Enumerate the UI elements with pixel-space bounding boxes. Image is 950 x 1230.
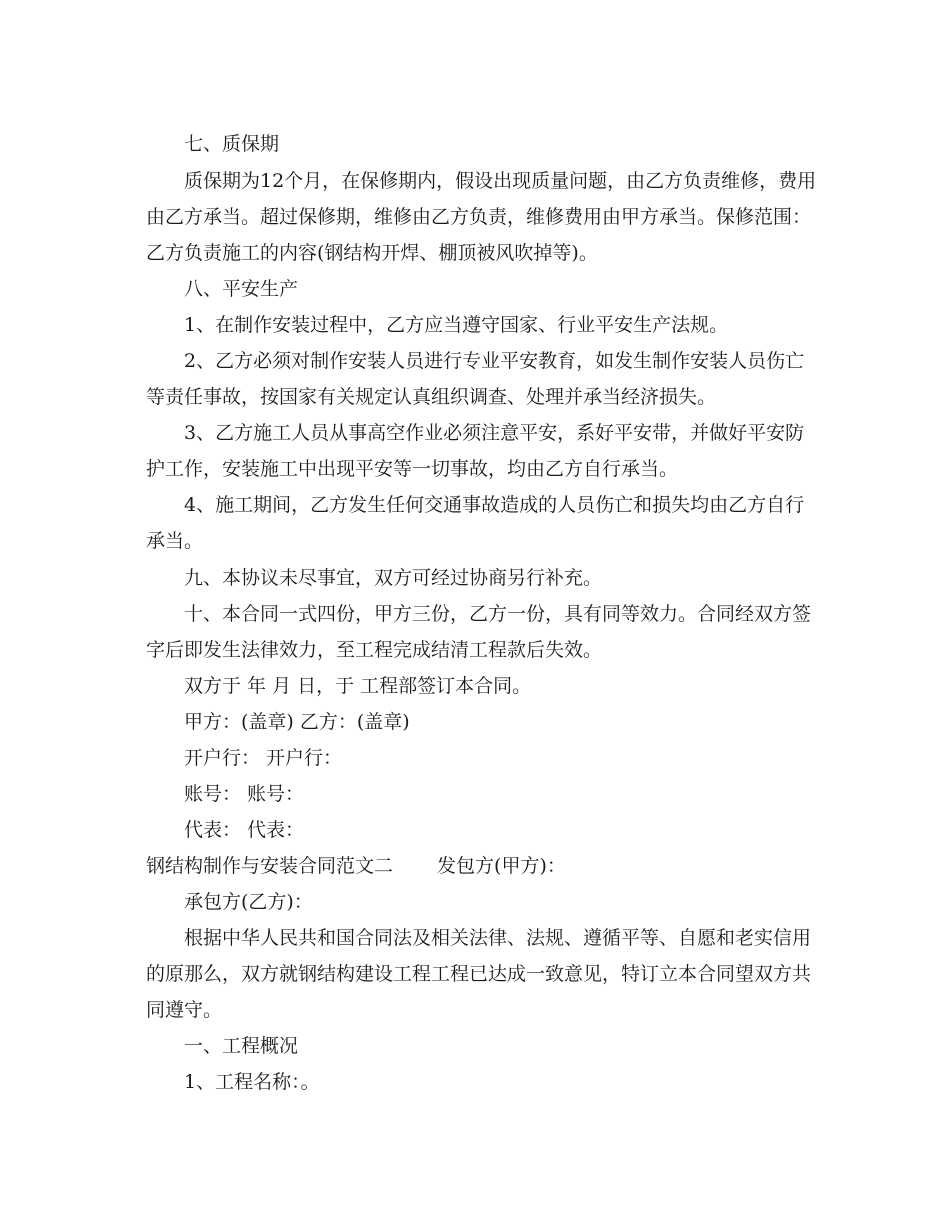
party-seal-line: 甲方：(盖章) 乙方：(盖章) <box>184 711 410 733</box>
paragraph-line: 4、施工期间，乙方发生任何交通事故造成的人员伤亡和损失均由乙方自行 <box>184 494 805 516</box>
contractor-line: 承包方(乙方)： <box>184 891 313 913</box>
account-line: 账号： 账号： <box>184 783 305 805</box>
paragraph-line: 1、在制作安装过程中，乙方应当遵守国家、行业平安生产法规。 <box>184 314 729 336</box>
bank-line: 开户行： 开户行： <box>184 747 343 769</box>
paragraph-line: 的原那么，双方就钢结构建设工程工程已达成一致意见，特订立本合同望双方共 <box>146 963 812 985</box>
paragraph-line: 2、乙方必须对制作安装人员进行专业平安教育，如发生制作安装人员伤亡 <box>184 350 805 372</box>
section-heading-safety: 八、平安生产 <box>184 278 299 300</box>
paragraph-line: 根据中华人民共和国合同法及相关法律、法规、遵循平等、自愿和老实信用 <box>184 927 812 949</box>
paragraph-line: 1、工程名称：。 <box>184 1071 320 1093</box>
paragraph-line: 护工作，安装施工中出现平安等一切事故，均由乙方自行承当。 <box>146 458 679 480</box>
paragraph-line: 乙方负责施工的内容(钢结构开焊、棚顶被风吹掉等)。 <box>146 242 598 264</box>
paragraph-line: 同遵守。 <box>146 999 223 1021</box>
representative-line: 代表： 代表： <box>184 819 305 841</box>
paragraph-line: 等责任事故，按国家有关规定认真组织调查、处理并承当经济损失。 <box>146 386 717 408</box>
contract-title-line: 钢结构制作与安装合同范文二 发包方(甲方)： <box>146 855 566 877</box>
paragraph-line: 由乙方承当。超过保修期，维修由乙方负责，维修费用由甲方承当。保修范围： <box>146 206 812 228</box>
section-heading-overview: 一、工程概况 <box>184 1035 299 1057</box>
paragraph-line: 质保期为12个月，在保修期内，假设出现质量问题，由乙方负责维修，费用 <box>184 170 817 192</box>
section-heading-warranty: 七、质保期 <box>184 133 280 155</box>
paragraph-line: 十、本合同一式四份，甲方三份，乙方一份，具有同等效力。合同经双方签 <box>184 603 812 625</box>
signing-date-line: 双方于 年 月 日，于 工程部签订本合同。 <box>184 675 532 697</box>
paragraph-line: 承当。 <box>146 530 204 552</box>
section-heading-supplement: 九、本协议未尽事宜，双方可经过协商另行补充。 <box>184 567 603 589</box>
paragraph-line: 3、乙方施工人员从事高空作业必须注意平安，系好平安带，并做好平安防 <box>184 422 805 444</box>
paragraph-line: 字后即发生法律效力，至工程完成结清工程款后失效。 <box>146 639 603 661</box>
